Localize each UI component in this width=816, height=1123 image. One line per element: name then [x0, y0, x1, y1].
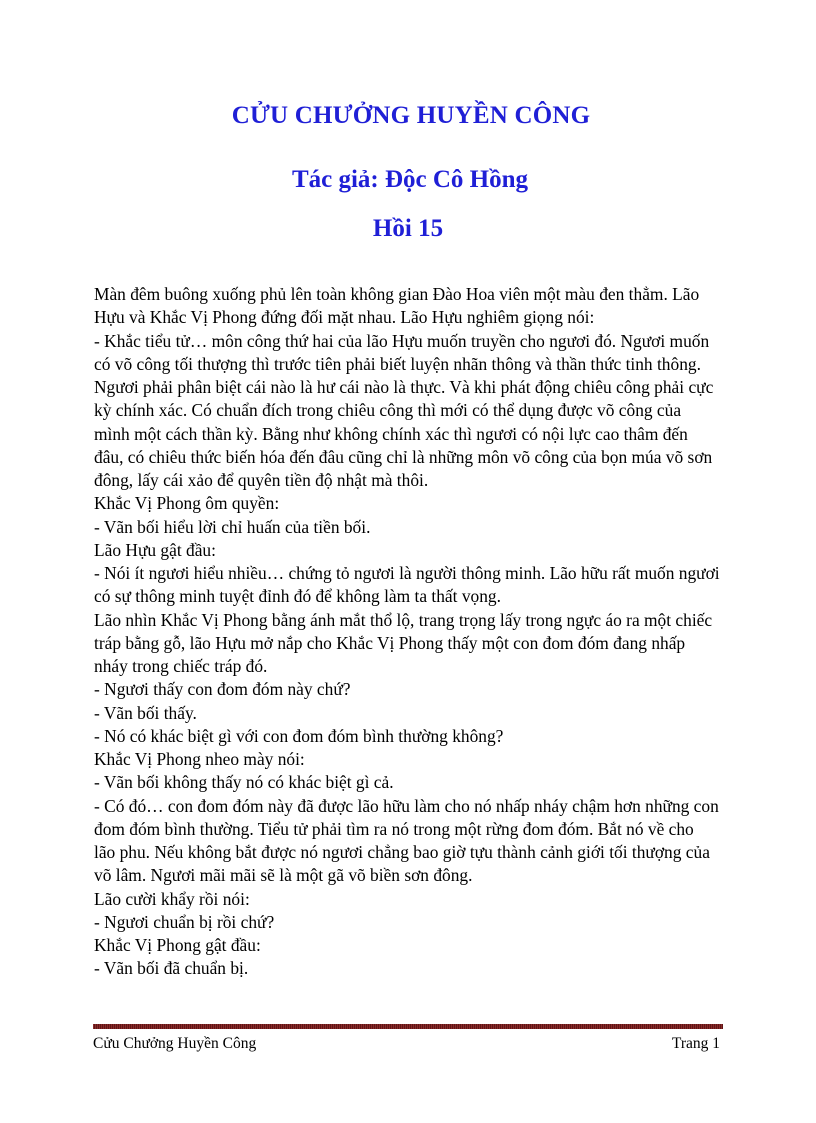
- body-line: võ lâm. Ngươi mãi mãi sẽ là một gã võ biền sơn đông.: [94, 865, 473, 886]
- chapter-heading: Hồi 15: [372, 215, 444, 242]
- body-line: - Vãn bối không thấy nó có khác biệt gì cả.: [94, 772, 394, 793]
- body-line: Khắc Vị Phong nheo mày nói:: [94, 749, 305, 769]
- body-line: Lão nhìn Khắc Vị Phong bằng ánh mắt thổ lộ, trang trọng lấy trong ngực áo ra một chiếc: [94, 609, 713, 630]
- body-line: Lão cười khẩy rồi nói:: [94, 888, 250, 909]
- body-line: đom đóm bình thường. Tiểu tử phải tìm ra nó trong một rừng đom đóm. Bắt nó về cho: [94, 818, 694, 839]
- body-line: - Vãn bối thấy.: [94, 702, 197, 723]
- body-line: có sự thông minh tuyệt đỉnh đó để không làm ta thất vọng.: [94, 586, 501, 607]
- body-line: Hựu và Khắc Vị Phong đứng đối mặt nhau. Lão Hựu nghiêm giọng nói:: [94, 307, 595, 328]
- body-line: mình một cách thần kỳ. Bằng như không chính xác thì ngươi có nội lực cao thâm đến: [94, 423, 688, 444]
- footer-divider: [93, 1024, 723, 1029]
- author-heading: Tác giả: Độc Cô Hồng: [291, 166, 529, 193]
- body-line: nháy trong chiếc tráp đó.: [94, 656, 268, 676]
- body-line: - Nói ít ngươi hiểu nhiều… chứng tỏ ngươi là người thông minh. Lão hữu rất muốn ngươi: [94, 563, 720, 583]
- body-line: Lão Hựu gật đầu:: [94, 539, 216, 560]
- body-line: đông, lấy cái xảo để quyên tiền độ nhật mà thôi.: [94, 470, 429, 490]
- body-line: - Vãn bối đã chuẩn bị.: [94, 958, 249, 979]
- body-line: - Vãn bối hiểu lời chỉ huấn của tiền bối.: [94, 516, 371, 537]
- body-line: - Nó có khác biệt gì với con đom đóm bình thường không?: [94, 725, 504, 746]
- body-line: Khắc Vị Phong gật đầu:: [94, 935, 261, 955]
- footer-page-number: Trang 1: [671, 1035, 720, 1052]
- body-line: - Ngươi chuẩn bị rồi chứ?: [94, 911, 275, 932]
- body-line: - Khắc tiểu tử… môn công thứ hai của lão Hựu muốn truyền cho ngươi đó. Ngươi muốn: [94, 330, 710, 351]
- body-line: Ngươi phải phân biệt cái nào là hư cái nào là thực. Và khi phát động chiêu công phải cực: [94, 377, 714, 397]
- body-line: tráp bằng gỗ, lão Hựu mở nắp cho Khắc Vị Phong thấy một con đom đóm đang nhấp: [94, 632, 686, 653]
- body-line: lão phu. Nếu không bắt được nó ngươi chẳng bao giờ tựu thành cảnh giới tối thượng của: [94, 842, 710, 862]
- body-line: - Ngươi thấy con đom đóm này chứ?: [94, 679, 351, 700]
- document-title: CỬU CHƯỞNG HUYỀN CÔNG: [231, 102, 591, 129]
- body-line: đâu, có chiêu thức biến hóa đến đâu cũng chỉ là những môn võ công của bọn múa võ sơn: [94, 446, 713, 467]
- body-line: Màn đêm buông xuống phủ lên toàn không gian Đào Hoa viên một màu đen thẳm. Lão: [94, 284, 700, 304]
- body-line: kỳ chính xác. Có chuẩn đích trong chiêu công thì mới có thể dụng được võ công của: [94, 400, 682, 421]
- body-line: Khắc Vị Phong ôm quyền:: [94, 493, 280, 514]
- chapter-body: [94, 283, 730, 981]
- footer-book-title: Cửu Chưởng Huyền Công: [93, 1035, 257, 1052]
- body-line: có võ công tối thượng thì trước tiên phải biết luyện nhãn thông và thần thức tinh thông.: [94, 353, 701, 374]
- body-line: - Có đó… con đom đóm này đã được lão hữu làm cho nó nhấp nháy chậm hơn những con: [94, 795, 719, 816]
